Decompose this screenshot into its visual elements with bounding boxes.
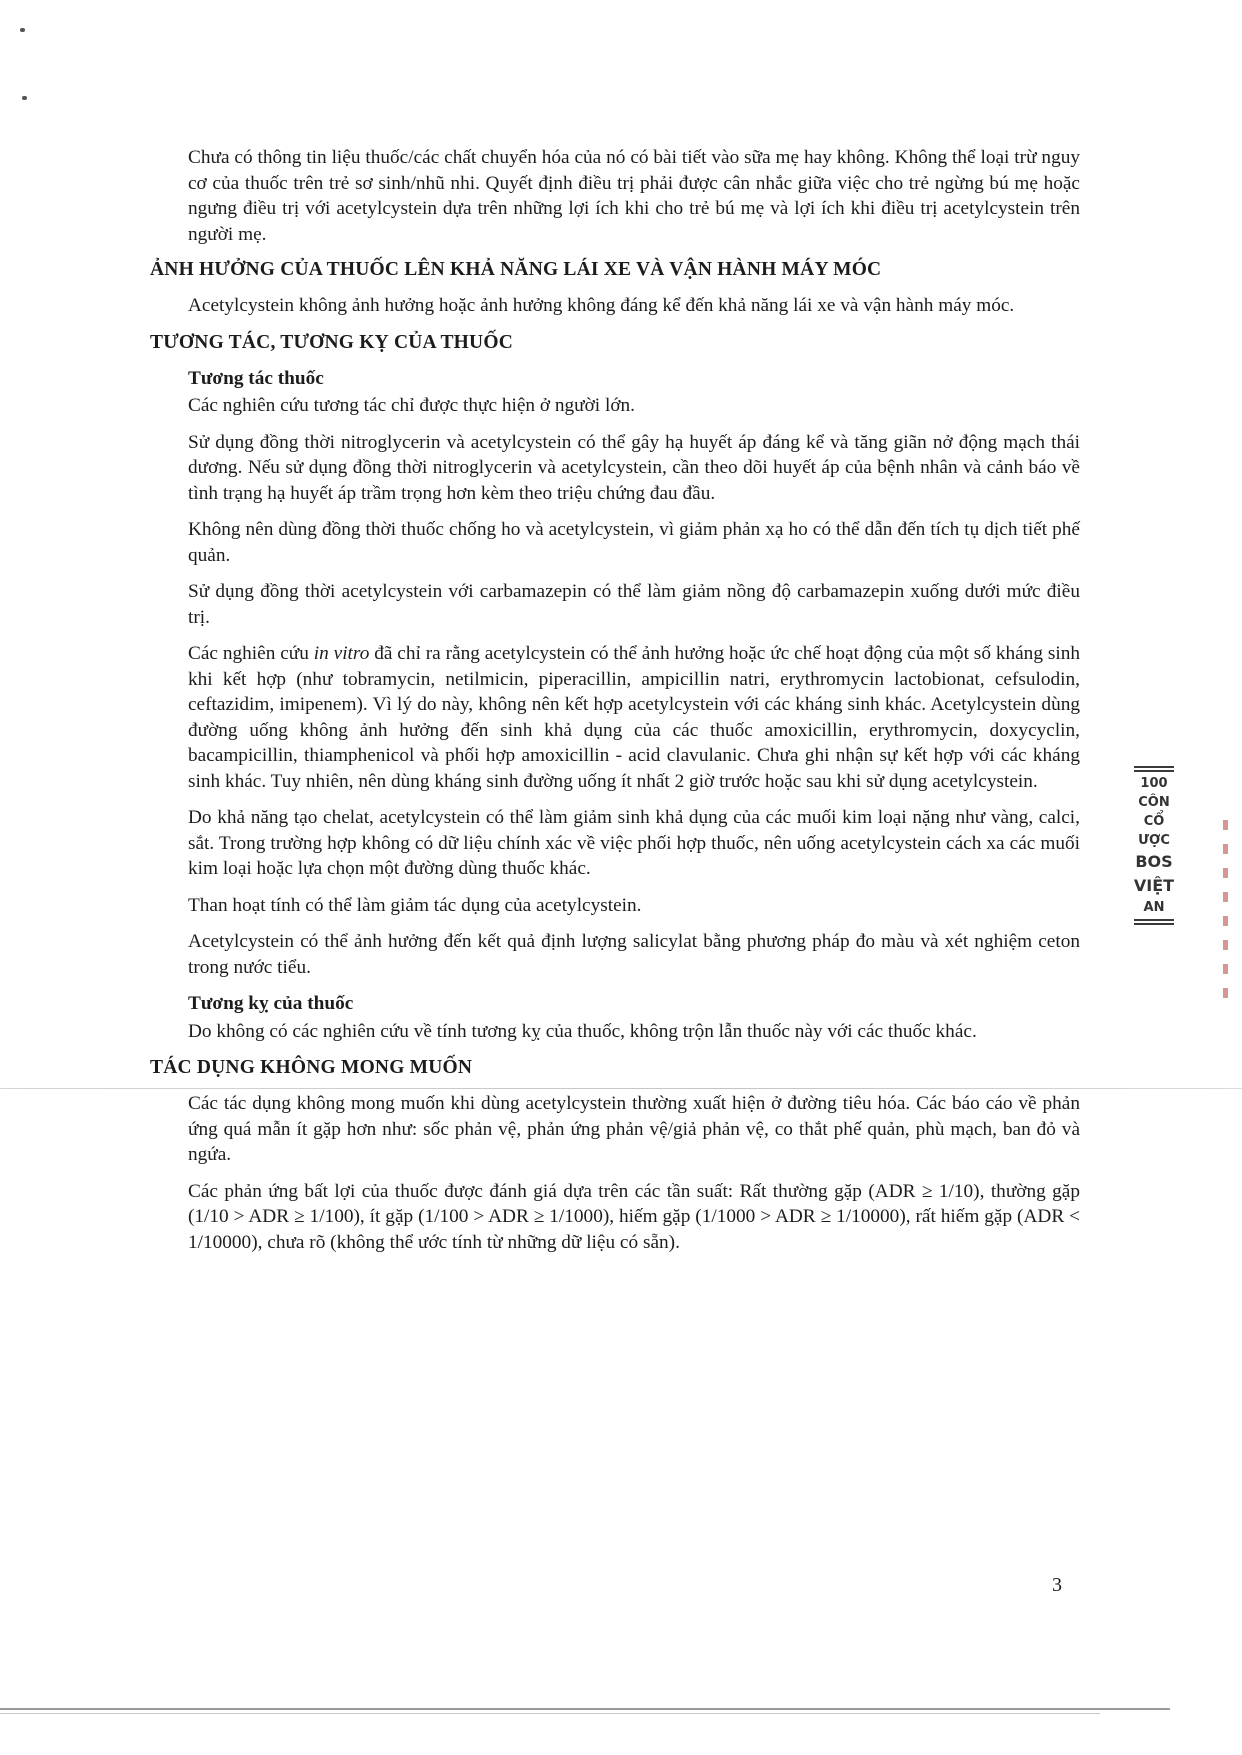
italic-term: in vitro [313, 643, 370, 664]
page-content [150, 145, 1080, 1266]
scan-bottom-edge [0, 1713, 1100, 1714]
section-heading-interactions: TƯƠNG TÁC, TƯƠNG KỴ CỦA THUỐC [150, 331, 513, 353]
seal-mark [1223, 844, 1228, 854]
text-run: Các nghiên cứu [188, 643, 314, 664]
seal-mark [1223, 940, 1228, 950]
interaction-paragraph: Sử dụng đồng thời nitroglycerin và acetylcystein có thể gây hạ huyết áp đáng kể và tăng giãn nở động mạch thái dương. Nếu sử dụng đồng thời nitroglycerin và acetylcystein, cần theo dõi huyết áp của bệnh nhân và cảnh báo về tình trạng hạ huyết áp trầm trọng hơn kèm theo triệu chứng đau đầu. [188, 431, 1080, 504]
interaction-paragraph: Than hoạt tính có thể làm giảm tác dụng của acetylcystein. [188, 894, 642, 916]
section-heading-adverse-effects: TÁC DỤNG KHÔNG MONG MUỐN [150, 1057, 473, 1078]
stamp-rule [1134, 919, 1174, 921]
scan-speck [20, 28, 25, 32]
seal-mark [1223, 892, 1228, 902]
adverse-paragraph: Các tác dụng không mong muốn khi dùng acetylcystein thường xuất hiện ở đường tiêu hóa. Các báo cáo về phản ứng quá mẫn ít gặp hơn như: sốc phản vệ, phản ứng phản vệ/giả phản vệ, co thắt phế quản, phù mạch, ban đỏ và ngứa. [188, 1093, 1080, 1165]
subheading-drug-interactions: Tương tác thuốc [188, 367, 324, 389]
breastfeeding-paragraph: Chưa có thông tin liệu thuốc/các chất chuyển hóa của nó có bài tiết vào sữa mẹ hay không. Không thể loại trừ nguy cơ của thuốc trên trẻ sơ sinh/nhũ nhi. Quyết định điều trị phải được cân nhắc giữa việc cho trẻ ngừng bú mẹ hoặc ngưng điều trị với acetylcystein dựa trên những lợi ích khi cho trẻ bú mẹ và lợi ích khi điều trị acetylcystein trên người mẹ. [188, 147, 1080, 245]
stamp-text: BOS [1135, 852, 1173, 871]
stamp-text: AN [1143, 900, 1165, 915]
interaction-paragraph: Sử dụng đồng thời acetylcystein với carbamazepin có thể làm giảm nồng độ carbamazepin xuống dưới mức điều trị. [188, 581, 1080, 628]
stamp-text: CÔN [1138, 795, 1170, 810]
driving-paragraph: Acetylcystein không ảnh hưởng hoặc ảnh hưởng không đáng kể đến khả năng lái xe và vận hành máy móc. [188, 295, 1015, 316]
stamp-rule [1134, 923, 1174, 925]
page-number: 3 [1052, 1574, 1062, 1596]
seal-mark [1223, 868, 1228, 878]
scan-fold-line [0, 1088, 1242, 1089]
scan-speck [22, 96, 27, 100]
interaction-paragraph: Không nên dùng đồng thời thuốc chống ho và acetylcystein, vì giảm phản xạ ho có thể dẫn đến tích tụ dịch tiết phế quản. [188, 519, 1080, 566]
seal-edge-marks [1218, 820, 1234, 1040]
adverse-paragraph: Các phản ứng bất lợi của thuốc được đánh giá dựa trên các tần suất: Rất thường gặp (ADR ≥ 1/10), thường gặp (1/10 > ADR ≥ 1/100), ít gặp (1/100 > ADR ≥ 1/1000), hiếm gặp (1/1000 > ADR ≥ 1/10000), rất hiếm gặp (ADR < 1/10000), chưa rõ (không thể ước tính từ những dữ liệu có sẵn). [188, 1180, 1080, 1253]
seal-mark [1223, 916, 1228, 926]
seal-mark [1223, 820, 1228, 830]
interaction-paragraph: Do khả năng tạo chelat, acetylcystein có thể làm giảm sinh khả dụng của các muối kim loại nặng như vàng, calci, sắt. Trong trường hợp không có dữ liệu chính xác về việc phối hợp thuốc, nên uống acetylcystein cách xa các muối kim loại hoặc lựa chọn một đường dùng thuốc khác. [188, 807, 1080, 879]
stamp-text: 100 [1140, 776, 1168, 791]
stamp-rule [1134, 766, 1174, 768]
interaction-paragraph: Các nghiên cứu tương tác chỉ được thực hiện ở người lớn. [188, 395, 635, 416]
text-run: đã chỉ ra rằng acetylcystein có thể ảnh hưởng hoặc ức chế hoạt động của một số kháng sinh khi kết hợp (như tobramycin, netilmicin, piperacillin, ampicillin natri, erythromycin lactobionat, cefsulodin, ceftazidim, imipenem). Vì lý do này, không nên kết hợp acetylcystein với các kháng sinh khác. Acetylcystein dùng đường uống không ảnh hưởng đến sinh khả dụng của các thuốc amoxicillin, erythromycin, doxycyclin, bacampicillin, thiamphenicol và phối hợp amoxicillin - acid clavulanic. Chưa ghi nhận sự kết hợp với các kháng sinh khác. Tuy nhiên, nên dùng kháng sinh đường uống ít nhất 2 giờ trước hoặc sau khi sử dụng acetylcystein. [188, 643, 1080, 792]
scan-bottom-edge [0, 1708, 1170, 1710]
seal-mark [1223, 964, 1228, 974]
stamp-text: VIỆT [1133, 876, 1175, 895]
seal-mark [1223, 988, 1228, 998]
interaction-paragraph: Acetylcystein có thể ảnh hưởng đến kết quả định lượng salicylat bằng phương pháp đo màu và xét nghiệm ceton trong nước tiểu. [188, 931, 1080, 978]
interaction-paragraph-antibiotics [150, 641, 1080, 794]
stamp-text: CỔ [1143, 814, 1165, 829]
stamp-text: ƯỢC [1138, 833, 1170, 848]
section-heading-driving: ẢNH HƯỞNG CỦA THUỐC LÊN KHẢ NĂNG LÁI XE VÀ VẬN HÀNH MÁY MÓC [150, 259, 882, 280]
incompatibility-paragraph: Do không có các nghiên cứu về tính tương kỵ của thuốc, không trộn lẫn thuốc này với các thuốc khác. [188, 1020, 977, 1042]
subheading-incompatibilities: Tương kỵ của thuốc [188, 993, 354, 1014]
stamp-rule [1134, 770, 1174, 772]
company-stamp [1132, 764, 1176, 940]
